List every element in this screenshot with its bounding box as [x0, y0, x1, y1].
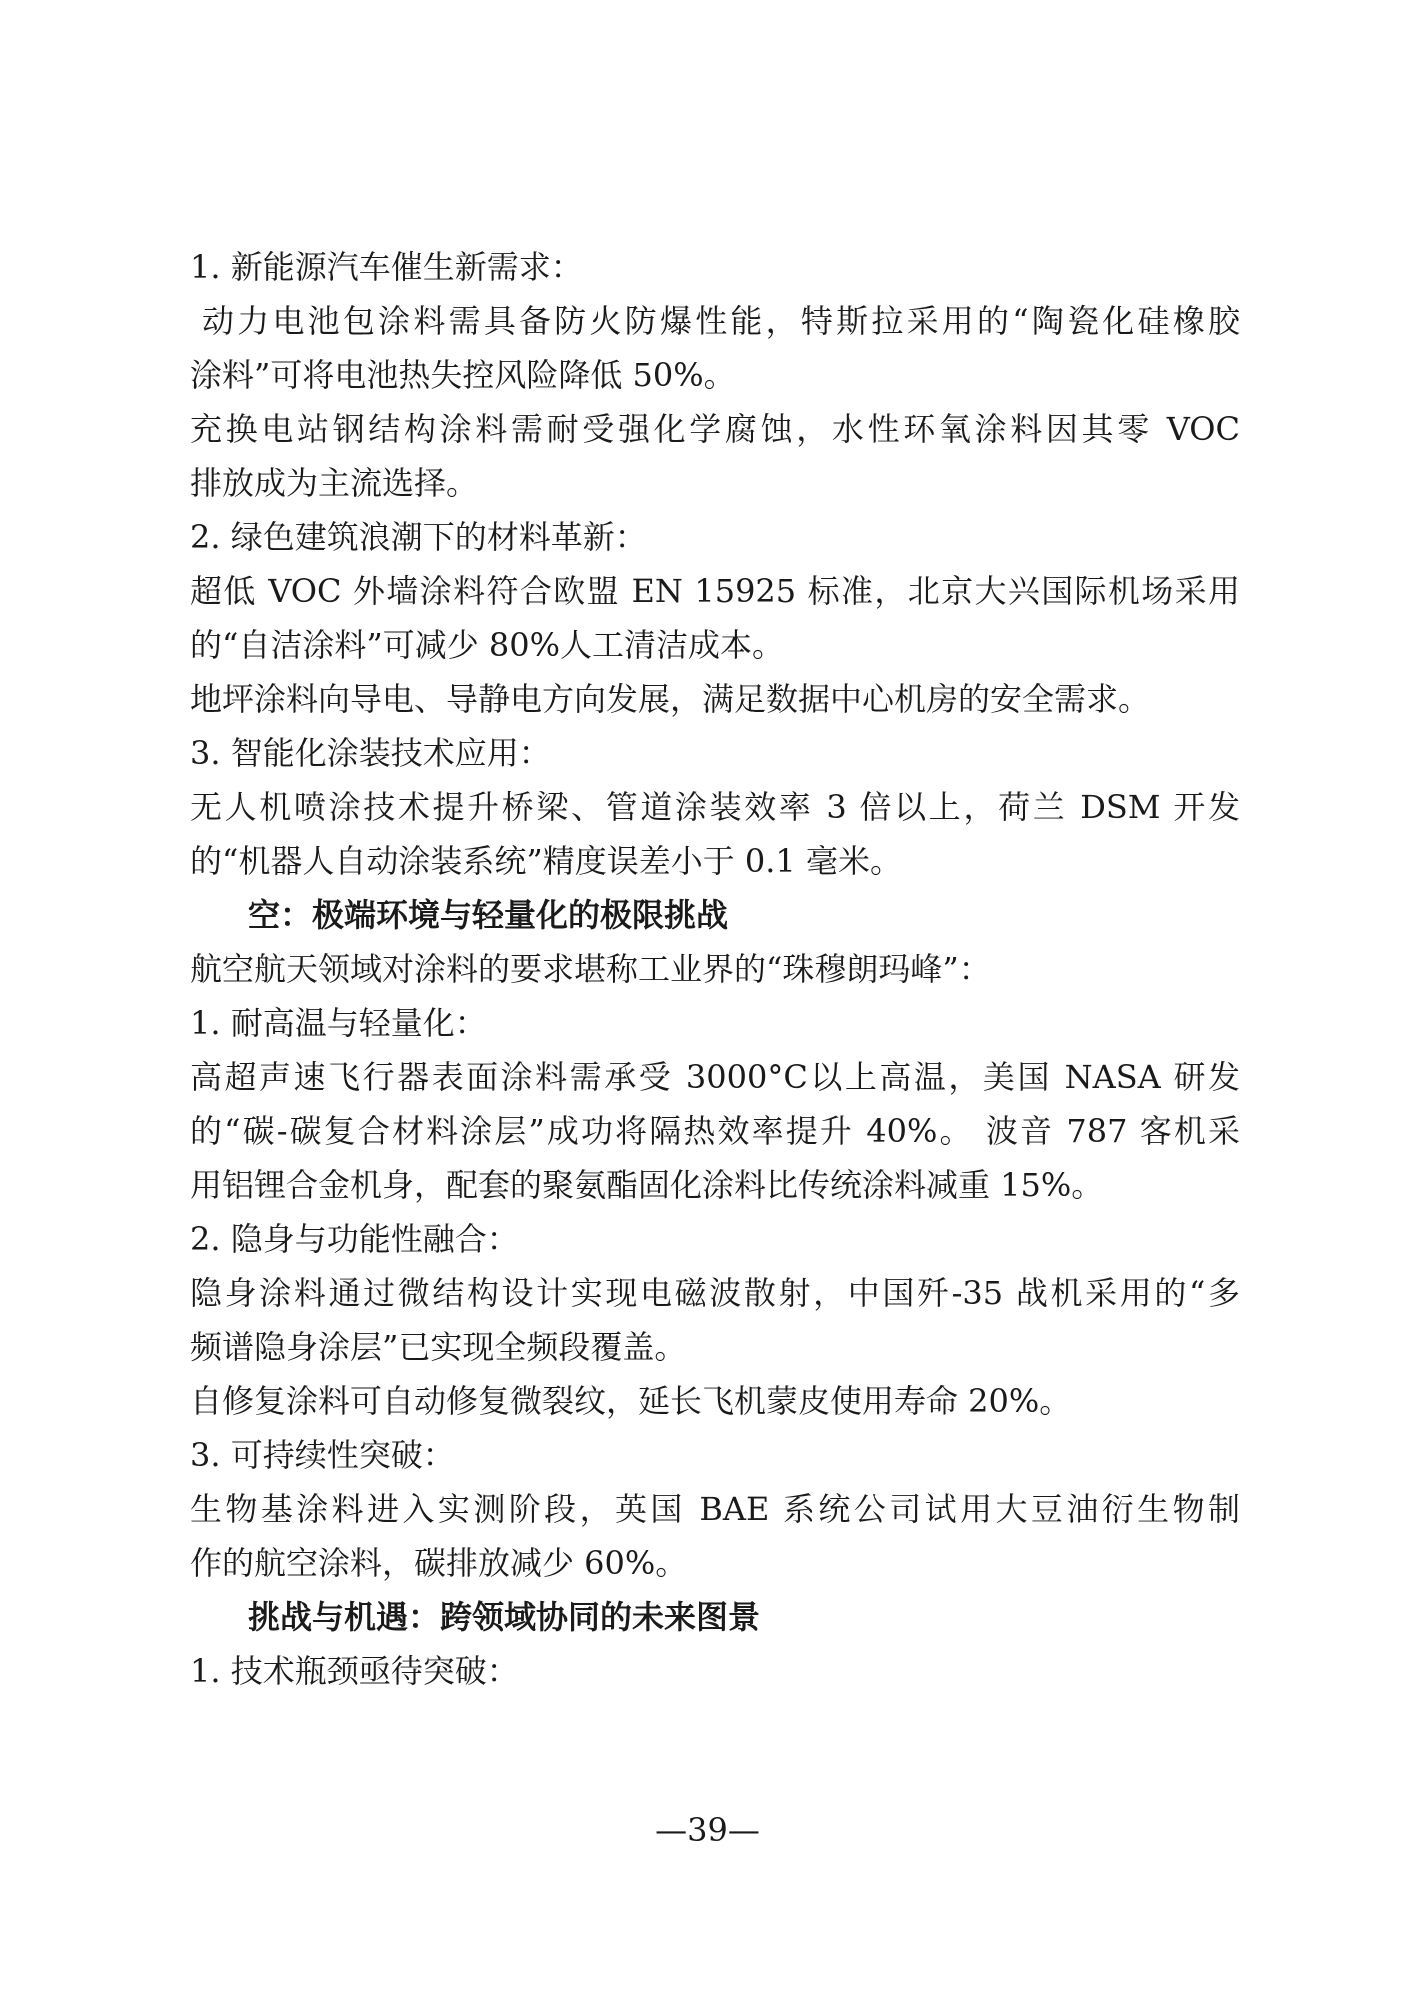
paragraph-line: 作的航空涂料，碳排放减少 60%。 — [190, 1544, 688, 1582]
paragraph-line: 排放成为主流选择。 — [190, 464, 479, 502]
list-heading-1: 1. 耐高温与轻量化： — [190, 1004, 487, 1042]
paragraph-line: 充换电站钢结构涂料需耐受强化学腐蚀，水性环氧涂料因其零 VOC — [190, 410, 1240, 448]
paragraph-line: 高超声速飞行器表面涂料需承受 3000°C以上高温，美国 NASA 研发 — [190, 1058, 1240, 1096]
paragraph-line: 用铝锂合金机身，配套的聚氨酯固化涂料比传统涂料减重 15%。 — [190, 1166, 1104, 1204]
paragraph-line: 隐身涂料通过微结构设计实现电磁波散射，中国歼-35 战机采用的“多 — [190, 1274, 1240, 1312]
list-heading-1: 1. 新能源汽车催生新需求： — [190, 248, 583, 286]
paragraph-line: 的“自洁涂料”可减少 80%人工清洁成本。 — [190, 626, 785, 664]
paragraph-line: 动力电池包涂料需具备防火防爆性能，特斯拉采用的“陶瓷化硅橡胶 — [202, 302, 1240, 340]
paragraph-line: 的“机器人自动涂装系统”精度误差小于 0.1 毫米。 — [190, 842, 902, 880]
paragraph-line: 自修复涂料可自动修复微裂纹，延长飞机蒙皮使用寿命 20%。 — [190, 1382, 1072, 1420]
list-heading-2: 2. 隐身与功能性融合： — [190, 1220, 519, 1258]
paragraph-line: 频谱隐身涂层”已实现全频段覆盖。 — [190, 1328, 687, 1366]
list-heading-3: 3. 智能化涂装技术应用： — [190, 734, 551, 772]
paragraph-line: 超低 VOC 外墙涂料符合欧盟 EN 15925 标准，北京大兴国际机场采用 — [190, 572, 1240, 610]
list-heading-2: 2. 绿色建筑浪潮下的材料革新： — [190, 518, 647, 556]
page-number: —39— — [655, 1811, 760, 1849]
paragraph-line: 无人机喷涂技术提升桥梁、管道涂装效率 3 倍以上，荷兰 DSM 开发 — [190, 788, 1240, 826]
paragraph-line: 的“碳-碳复合材料涂层”成功将隔热效率提升 40%。 波音 787 客机采 — [190, 1112, 1240, 1150]
paragraph-line: 航空航天领域对涂料的要求堪称工业界的“珠穆朗玛峰”： — [190, 950, 991, 988]
section-heading-challenges: 挑战与机遇：跨领域协同的未来图景 — [248, 1598, 761, 1636]
paragraph-line: 涂料”可将电池热失控风险降低 50%。 — [190, 356, 736, 394]
list-heading-1: 1. 技术瓶颈亟待突破： — [190, 1652, 519, 1690]
paragraph-line: 地坪涂料向导电、导静电方向发展，满足数据中心机房的安全需求。 — [190, 680, 1151, 718]
list-heading-3: 3. 可持续性突破： — [190, 1436, 455, 1474]
body-text — [190, 240, 1240, 1698]
section-heading-aerospace: 空：极端环境与轻量化的极限挑战 — [248, 896, 729, 934]
paragraph-line: 生物基涂料进入实测阶段，英国 BAE 系统公司试用大豆油衍生物制 — [190, 1490, 1240, 1528]
